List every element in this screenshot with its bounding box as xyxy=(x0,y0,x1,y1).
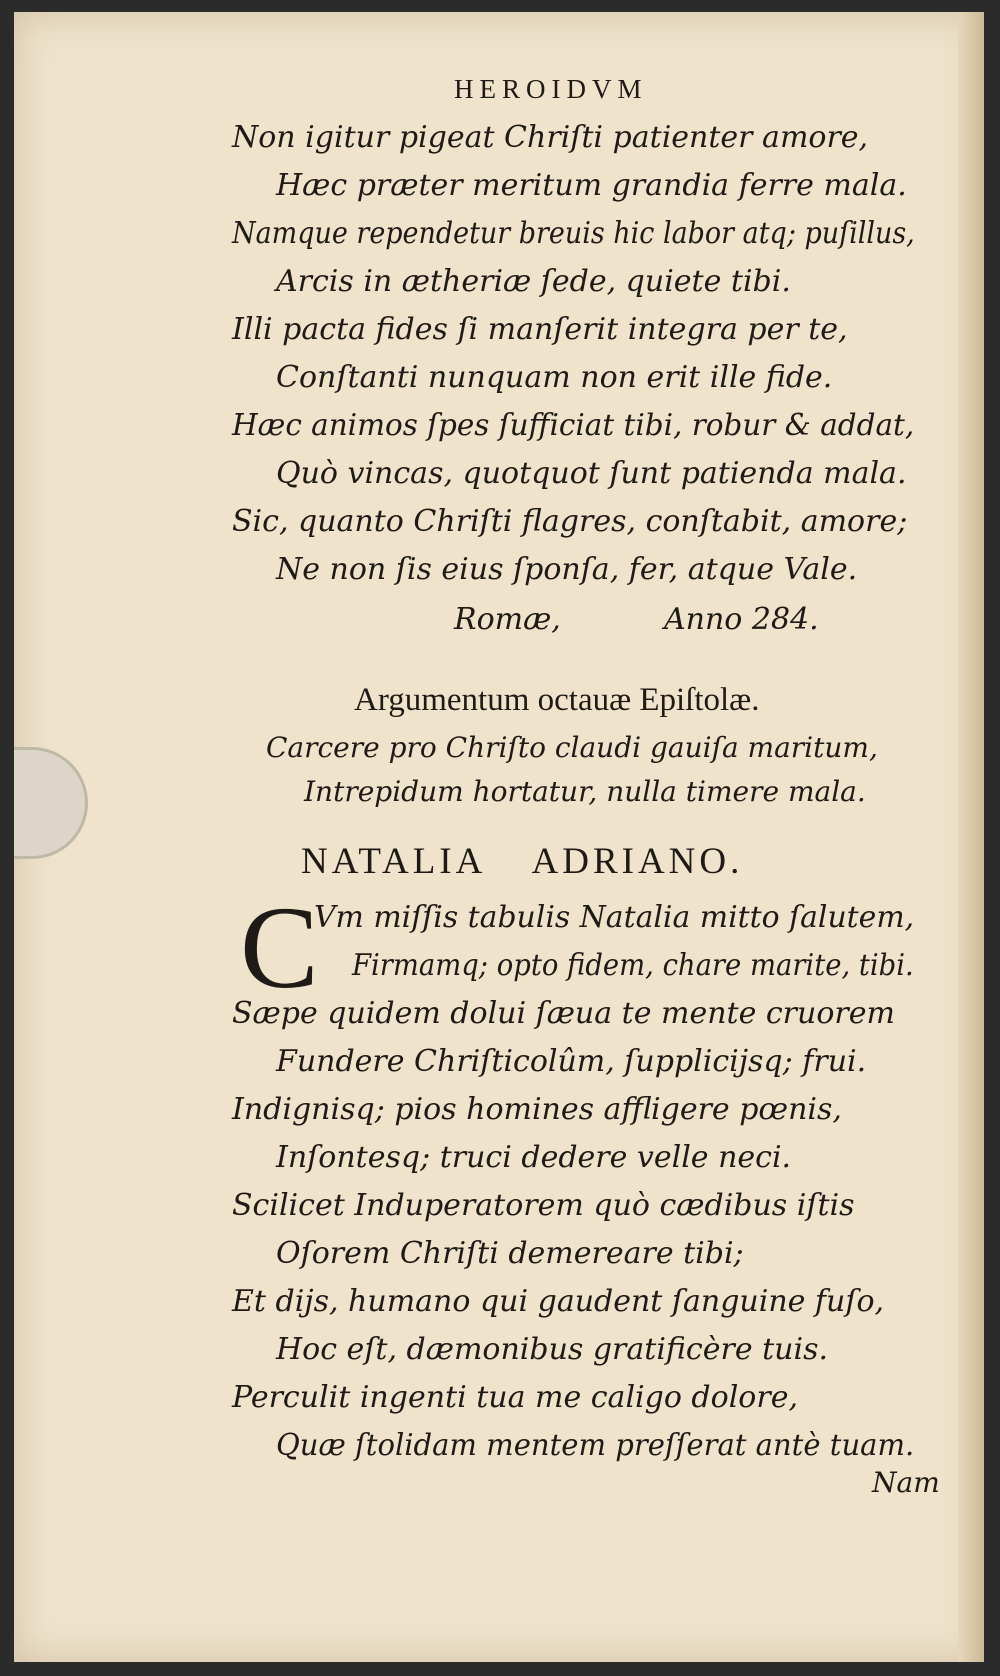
argument-line: Carcere pro Chriſto claudi gauiſa maritum, xyxy=(266,731,878,764)
dateline-place: Romæ, xyxy=(454,602,561,637)
letter-line: Perculit ingenti tua me caligo dolore, xyxy=(232,1380,798,1415)
letter-line: Quæ ſtolidam mentem preſſerat antè tuam. xyxy=(276,1428,915,1463)
catchword: Nam xyxy=(872,1466,940,1499)
letter-line: Indignisq; pios homines affligere pœnis, xyxy=(232,1092,842,1127)
letter-title: NATALIA ADRIANO. xyxy=(301,841,744,882)
letter-line: Inſontesq; truci dedere velle neci. xyxy=(276,1140,792,1175)
verse-line: Hæc præter meritum grandia ferre mala. xyxy=(276,168,907,203)
drop-cap: C xyxy=(240,882,319,1013)
book-page xyxy=(14,12,984,1662)
argument-line: Intrepidum hortatur, nulla timere mala. xyxy=(304,775,866,808)
argument-title: Argumentum octauæ Epiſtolæ. xyxy=(354,682,760,718)
verse-line: Sic, quanto Chriſti flagres, conſtabit, amore; xyxy=(232,504,908,539)
verse-line: Namque rependetur breuis hic labor atq; puſillus, xyxy=(232,216,915,251)
verse-line: Conſtanti nunquam non erit ille fide. xyxy=(276,360,833,395)
letter-line: Hoc eſt, dæmonibus gratificère tuis. xyxy=(276,1332,829,1367)
running-head: HEROIDVM xyxy=(454,74,648,104)
dateline-year: Anno 284. xyxy=(664,602,819,637)
letter-line: Oſorem Chriſti demereare tibi; xyxy=(276,1236,744,1271)
verse-line: Hæc animos ſpes ſufficiat tibi, robur & addat, xyxy=(232,408,915,443)
verse-line: Non igitur pigeat Chriſti patienter amore, xyxy=(232,120,869,155)
verse-line: Arcis in ætheriæ ſede, quiete tibi. xyxy=(276,264,791,299)
letter-line: Firmamq; opto fidem, chare marite, tibi. xyxy=(352,948,914,983)
verse-line: Ne non ſis eius ſponſa, fer, atque Vale. xyxy=(276,552,858,587)
letter-line: Scilicet Induperatorem quò cædibus iſtis xyxy=(232,1188,855,1223)
verse-line: Illi pacta fides ſi manſerit integra per te, xyxy=(232,312,848,347)
verse-line: Quò vincas, quotquot ſunt patienda mala. xyxy=(276,456,907,491)
letter-line: Vm miſſis tabulis Natalia mitto ſalutem, xyxy=(314,900,915,935)
letter-line: Sæpe quidem dolui ſæua te mente cruorem xyxy=(232,996,895,1031)
letter-line: Et dijs, humano qui gaudent ſanguine fuſo, xyxy=(232,1284,885,1319)
letter-line: Fundere Chriſticolûm, ſupplicijsq; frui. xyxy=(276,1044,867,1079)
page-text xyxy=(14,12,984,1662)
